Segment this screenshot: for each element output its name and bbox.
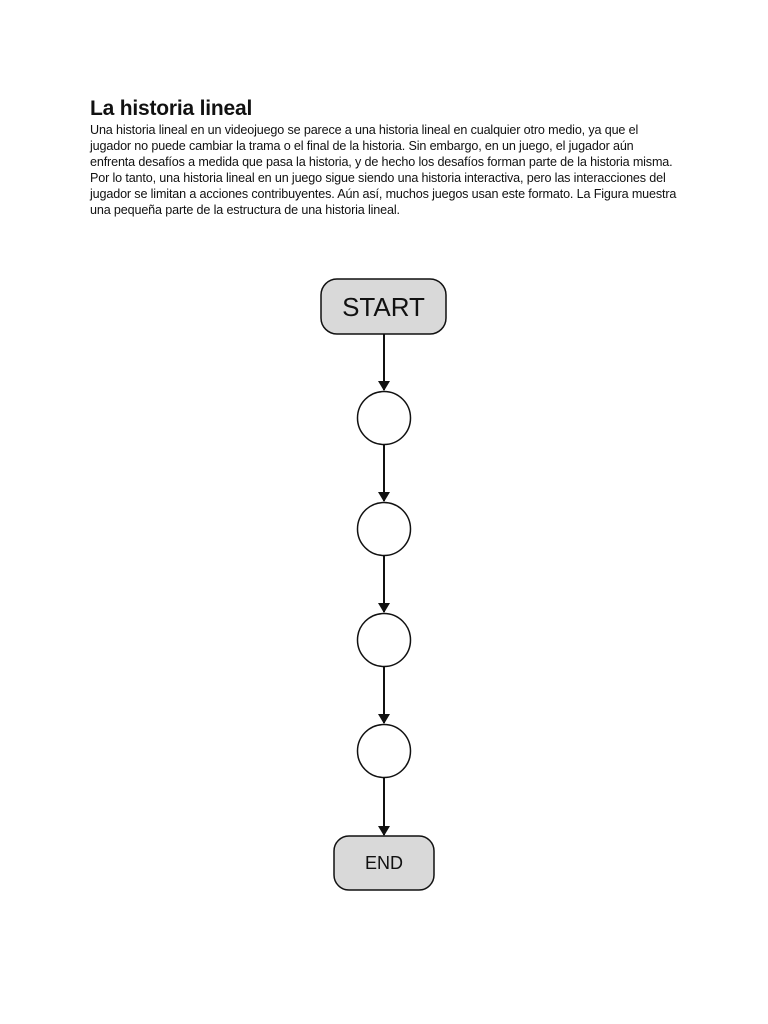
story-node [358,392,411,445]
body-paragraph: Una historia lineal en un videojuego se parece a una historia lineal en cualquier otro medio, ya que el jugador no puede cambiar la trama o el final de la historia. Sin embargo, en un juego, el jugador aún enfrenta desafíos a medida que pasa la historia, y de hecho los desafíos forman parte de la historia misma. Por lo tanto, una historia lineal en un juego sigue siendo una historia interactiva, pero las interacciones del jugador se limitan a acciones contribuyentes. Aún así, muchos juegos usan este formato. La Figura muestra una pequeña parte de la estructura de una historia lineal. [90,123,677,217]
story-node [358,614,411,667]
end-node-label: END [364,853,404,873]
section-heading: La historia lineal [90,97,253,120]
start-node-label: START [342,292,425,322]
end-node [334,836,434,890]
story-node [358,503,411,556]
story-node [358,725,411,778]
start-node [321,279,446,334]
